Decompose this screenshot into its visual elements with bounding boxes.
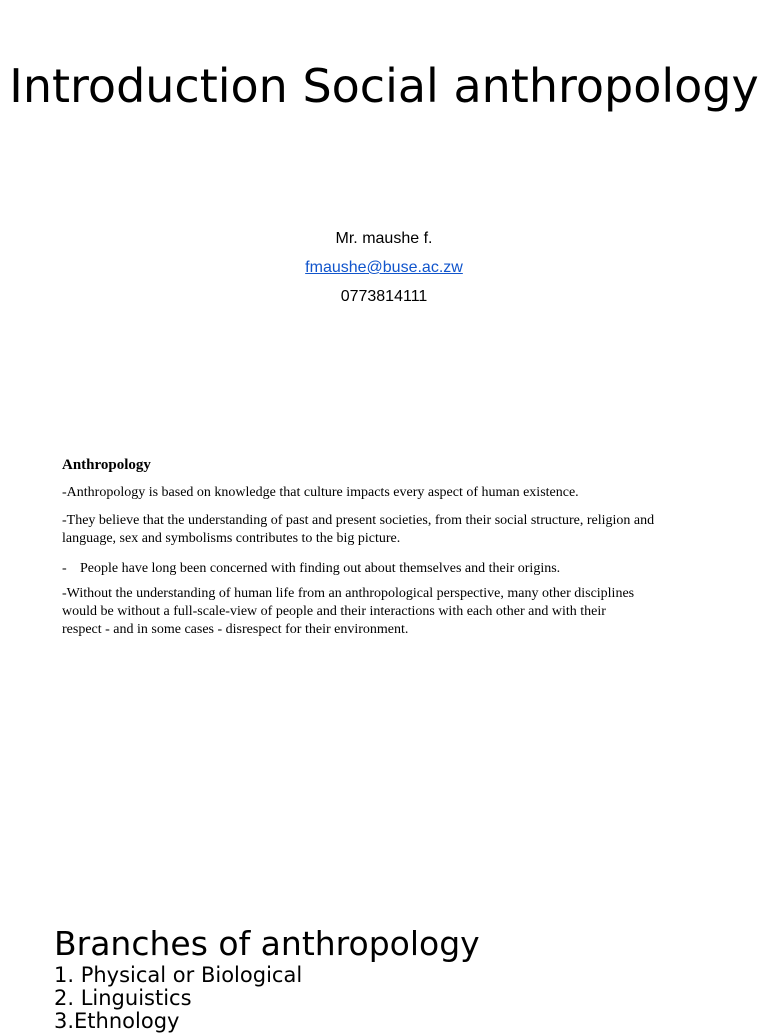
presenter-phone: 0773814111 xyxy=(340,288,428,305)
bullet-item-origins xyxy=(62,560,662,578)
slide-title: Introduction Social anthropology xyxy=(9,59,759,113)
paragraph-perspective: -Without the understanding of human life from an anthropological perspective, many other disciplines would be without a full-scale-view of people and their interactions with each other and with their respect - and in some cases - disrespect for their environment. xyxy=(62,586,635,637)
branch-item-linguistics: 2. Linguistics xyxy=(54,986,192,1010)
presenter-email xyxy=(0,258,768,278)
paragraph-culture: -Anthropology is based on knowledge that culture impacts every aspect of human existence. xyxy=(62,485,579,500)
branch-item-physical: 1. Physical or Biological xyxy=(54,963,303,987)
branches-title: Branches of anthropology xyxy=(54,924,480,963)
section-heading: Anthropology xyxy=(62,457,151,473)
paragraph-societies: -They believe that the understanding of past and present societies, from their social structure, religion and language, sex and symbolisms contributes to the big picture. xyxy=(62,513,655,546)
bullet-dash: - xyxy=(62,561,67,576)
branches-section xyxy=(54,924,480,1033)
bullet-text: People have long been concerned with finding out about themselves and their origins. xyxy=(80,561,561,576)
branch-item-ethnology: 3.Ethnology xyxy=(54,1009,180,1033)
email-link[interactable]: fmaushe@buse.ac.zw xyxy=(305,259,463,276)
presenter-name: Mr. maushe f. xyxy=(335,230,433,247)
